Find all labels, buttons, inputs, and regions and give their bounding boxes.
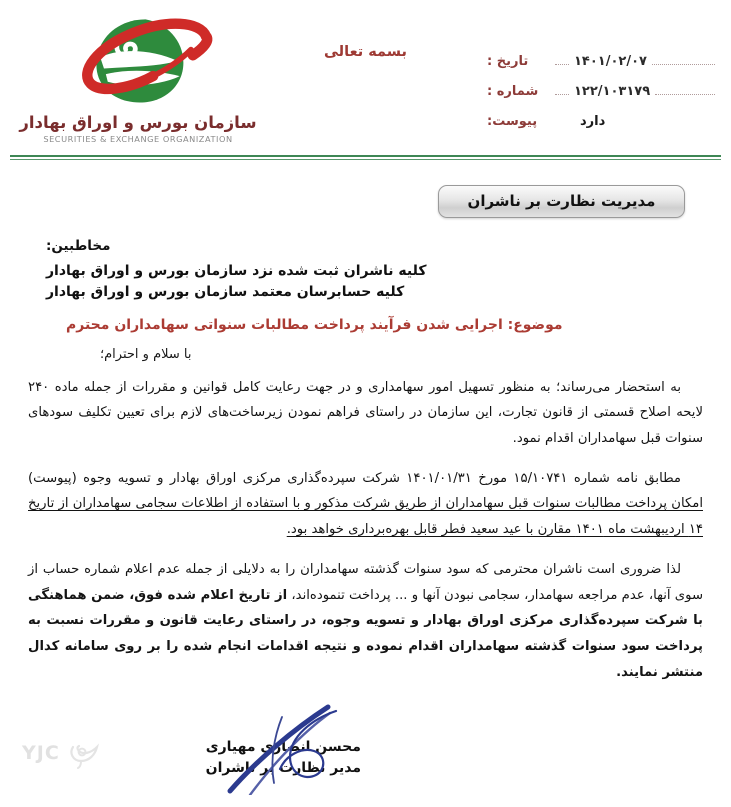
signer-name: محسن انصاری مهیاری xyxy=(205,738,361,755)
paragraph-2-underlined: امکان پرداخت مطالبات سنوات قبل سهامداران از طریق شرکت مذکور و با استفاده از اطلاعات سجامی سهامداران از تاریخ ۱۴ اردیبهشت ماه ۱۴۰۱ مقارن با عید سعید فطر قابل بهره‌برداری خواهد بود. xyxy=(28,496,703,538)
addressee-line-2: کلیه حسابرسان معتمد سازمان بورس و اوراق بهادار xyxy=(46,284,405,301)
meta-row-number xyxy=(485,84,717,114)
paragraph-3-bold: از تاریخ اعلام شده فوق، ضمن هماهنگی با شرکت سپرده‌گذاری مرکزی اوراق بهادار و تسویه وجوه، در راستای رعایت قانون و مقررات نسبت به پرداخت سود سنوات گذشته سهامداران اقدام نموده و نتیجه اقدامات انجام شده را بر روی سامانه کدال منتشر نمایند. xyxy=(28,587,703,680)
meta-value-date: ۱۴۰۱/۰۲/۰۷ xyxy=(574,54,647,69)
addressee-label: مخاطبین: xyxy=(46,238,111,254)
addressee-line-1: کلیه ناشران ثبت شده نزد سازمان بورس و اوراق بهادار xyxy=(46,263,427,279)
paragraph-1: به استحضار می‌رساند؛ به منظور تسهیل امور سهامداری و در جهت رعایت کامل قوانین و مقررات از جمله ماده ۲۴۰ لایحه اصلاح قسمتی از قانون تجارت، این سازمان در راستای فراهم نمودن زیرساخت‌های لازم برای تعیین تکلیف سودهای سنوات قبل سهامداران اقدام نمود. xyxy=(28,379,703,446)
meta-label-attachment: پیوست: xyxy=(487,114,538,129)
paragraph-2-plain: مطابق نامه شماره ۱۵/۱۰۷۴۱ مورخ ۱۴۰۱/۰۱/۳۱ شرکت سپرده‌گذاری مرکزی اوراق بهادار و تسویه وجوه (پیوست) xyxy=(28,470,681,486)
dotted-leader xyxy=(555,54,569,65)
meta-label-number: شماره : xyxy=(487,84,539,99)
yjc-bird-icon xyxy=(67,737,101,769)
logo-title-en: SECURITIES & EXCHANGE ORGANIZATION xyxy=(43,134,233,144)
signature-block xyxy=(0,711,731,791)
paragraph-3-plain: لذا ضروری است ناشران محترمی که سود سنوات گذشته سهامداران را به دلایلی از جمله عدم اعلام شماره حساب از سوی آنها، عدم مراجعه سهامدار، سجامی نبودن آنها و ... پرداخت تنموده‌اند، xyxy=(28,561,703,603)
signer-details xyxy=(206,736,361,779)
logo-title-fa: سازمان بورس و اوراق بهادار xyxy=(19,113,257,132)
letter-body xyxy=(28,238,703,686)
salutation: با سلام و احترام؛ xyxy=(100,346,192,362)
organization-logo-block xyxy=(18,8,258,144)
meta-value-number: ۱۲۲/۱۰۳۱۷۹ xyxy=(574,84,651,99)
meta-row-attachment xyxy=(485,114,717,144)
yjc-watermark xyxy=(22,737,101,769)
meta-row-date xyxy=(485,54,717,84)
dotted-leader xyxy=(555,84,569,95)
dotted-leader xyxy=(652,54,715,65)
basmala-text: بسمه تعالی xyxy=(324,44,407,60)
meta-value-attachment: دارد xyxy=(580,114,606,129)
signer-role: مدیر نظارت بر ناشران xyxy=(205,760,361,776)
letter-header xyxy=(0,0,731,160)
paragraph-2 xyxy=(28,466,703,543)
seo-globe-orbit-icon xyxy=(62,8,214,112)
letter-meta-fields xyxy=(485,54,717,144)
dotted-leader xyxy=(655,84,715,95)
yjc-watermark-text: YJC xyxy=(22,742,60,764)
meta-label-date: تاریخ : xyxy=(487,54,529,69)
header-divider xyxy=(10,155,721,161)
paragraph-3 xyxy=(28,557,703,686)
subject-line: موضوع: اجرایی شدن فرآیند پرداخت مطالبات سنواتی سهامداران محترم xyxy=(66,316,563,333)
department-banner: مدیریت نظارت بر ناشران xyxy=(438,185,685,218)
